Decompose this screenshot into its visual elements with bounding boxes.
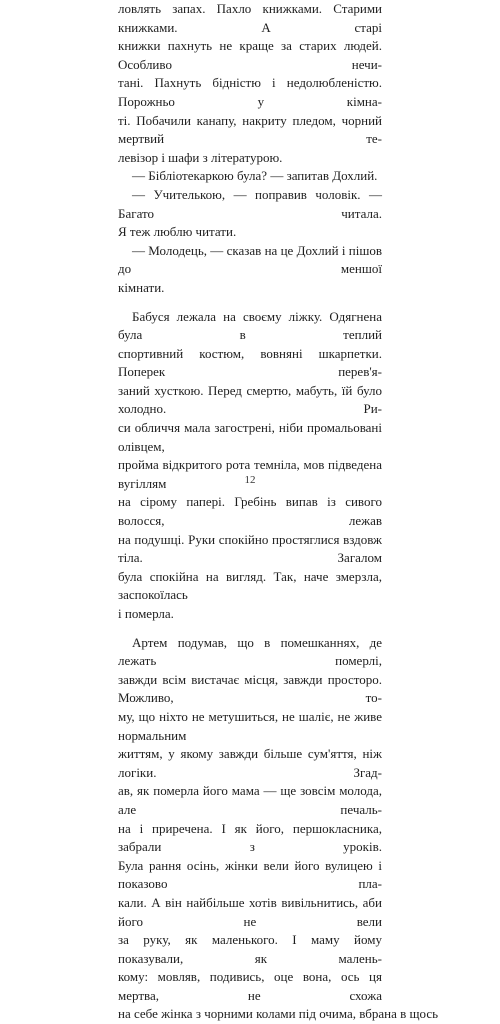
- text-line: завжди всім вистачає місця, завжди просторо. Можливо, то-: [118, 671, 382, 706]
- page-number: 12: [244, 474, 256, 486]
- text-line: і померла.: [118, 606, 174, 621]
- text-line: спортивний костюм, вовняні шкарпетки. Поперек перев'я-: [118, 345, 382, 380]
- text-line: кімнати.: [118, 279, 165, 295]
- paragraph: [118, 242, 382, 298]
- text-line: на подушці. Руки спокійно простяглися вздовж тіла. Загалом: [118, 531, 382, 566]
- text-line: тані. Пахнуть бідністю і недолюбленістю. Порожньо у кімна-: [118, 75, 382, 109]
- text-line: пройма відкритого рота темніла, мов підведена вугіллям: [118, 457, 382, 491]
- text-line: життям, у якому завжди більше сум'яття, ніж логіки. Згад-: [118, 746, 382, 780]
- text-line: си обличчя мала загострені, ніби промальовані олівцем,: [118, 420, 382, 454]
- text-line: му, що ніхто не метушиться, не шаліє, не живе нормальним: [118, 708, 382, 743]
- paragraph: [118, 167, 382, 186]
- paragraph: [118, 308, 382, 624]
- text-line: Артем подумав, що в помешканнях, де лежать померлі,: [118, 634, 382, 669]
- text-line: ловлять запах. Пахло книжками. Старими книжками. А старі: [118, 1, 382, 35]
- page-body: [118, 0, 439, 1024]
- text-line: на себе жінка з чорними колами під очима, вбрана в щось: [118, 1006, 439, 1022]
- paragraph: [118, 0, 382, 167]
- text-line: ав, як померла його мама — ще зовсім молода, але печаль-: [118, 783, 382, 817]
- text-line: на і приречена. І як його, першокласника, забрали з уроків.: [118, 820, 382, 855]
- text-line: Я теж люблю читати.: [118, 224, 237, 240]
- text-line: заний хусткою. Перед смертю, мабуть, їй було холодно. Ри-: [118, 382, 382, 417]
- text-line: Була рання осінь, жінки вели його вулицею і показово пла-: [118, 857, 382, 892]
- text-line: — Молодець, — сказав на це Дохлий і пішов до меншої: [118, 242, 382, 277]
- text-line: кали. А він найбільше хотів вивільнитись, аби його не вели: [118, 894, 382, 929]
- text-line: — Учителькою, — поправив чоловік. — Багато читала.: [118, 186, 382, 221]
- text-line: ті. Побачили канапу, накриту пледом, чорний мертвий те-: [118, 112, 382, 147]
- text-line: за руку, як маленького. І маму йому показували, як малень-: [118, 932, 382, 966]
- text-line: левізор і шафи з літературою.: [118, 149, 283, 165]
- text-line: книжки пахнуть не краще за старих людей. Особливо нечи-: [118, 38, 382, 72]
- text-line: Бабуся лежала на своєму ліжку. Одягнена була в теплий: [118, 308, 382, 343]
- text-line: — Бібліотекаркою була? — запитав Дохлий.: [132, 168, 378, 184]
- text-line: на сірому папері. Гребінь випав із сивого волосся, лежав: [118, 494, 382, 529]
- paragraph: [118, 186, 382, 242]
- text-line: кому: мовляв, подивись, оце вона, ось ця мертва, не схожа: [118, 969, 382, 1003]
- text-line: була спокійна на вигляд. Так, наче змерзла, заспокоїлась: [118, 568, 382, 603]
- paragraph: [118, 634, 439, 1024]
